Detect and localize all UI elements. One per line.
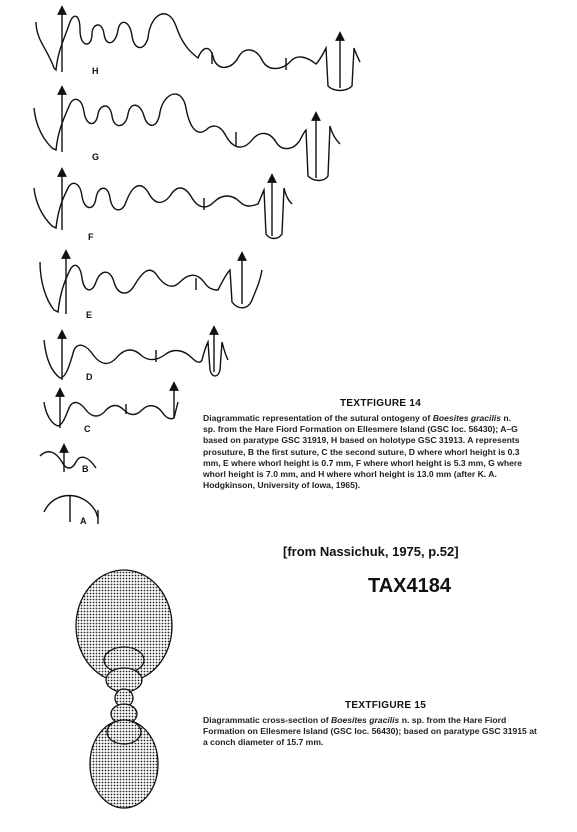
suture-label-a: A: [80, 516, 87, 526]
suture-line-a: [44, 496, 98, 525]
suture-line-c: [44, 386, 178, 428]
figure15-title: TEXTFIGURE 15: [345, 700, 427, 711]
suture-label-f: F: [88, 232, 94, 242]
figure15-caption: Diagrammatic cross-section of Boesites gracilis n. sp. from the Hare Fiord Formation on Ellesmere Island (GSC loc. 56430); based on paratype GSC 31915 at a conch diameter of 15.7 mm.: [203, 715, 537, 748]
catalog-id: TAX4184: [368, 575, 452, 597]
suture-line-h: [36, 10, 360, 91]
suture-label-g: G: [92, 152, 100, 162]
suture-label-d: D: [86, 372, 93, 382]
suture-label-b: B: [82, 464, 89, 474]
suture-line-g: [34, 90, 340, 181]
suture-line-e: [40, 254, 262, 314]
suture-line-f: [34, 172, 292, 239]
suture-label-h: H: [92, 66, 99, 76]
figure14-caption: Diagrammatic representation of the sutural ontogeny of Boesites gracilis n. sp. from the Hare Fiord Formation on Ellesmere Island (GSC loc. 56430); A–G based on paratype GSC 31919, H based on holotype GSC 31913. A represents prosuture, B the first suture, C the second suture, D where whorl height is 0.3 mm, E where whorl height is 0.7 mm, F where whorl height is 5.3 mm, G where whorl height is 7.0 mm, and H where whorl height is 13.0 mm (after K. A. Hodgkinson, University of Iowa, 1965).: [203, 413, 523, 491]
suture-label-c: C: [84, 424, 91, 434]
figure14-title: TEXTFIGURE 14: [340, 398, 422, 409]
suture-line-d: [44, 330, 228, 380]
suture-label-e: E: [86, 310, 93, 320]
cross-section-figure: [74, 568, 184, 818]
source-note: [from Nassichuk, 1975, p.52]: [283, 544, 459, 559]
